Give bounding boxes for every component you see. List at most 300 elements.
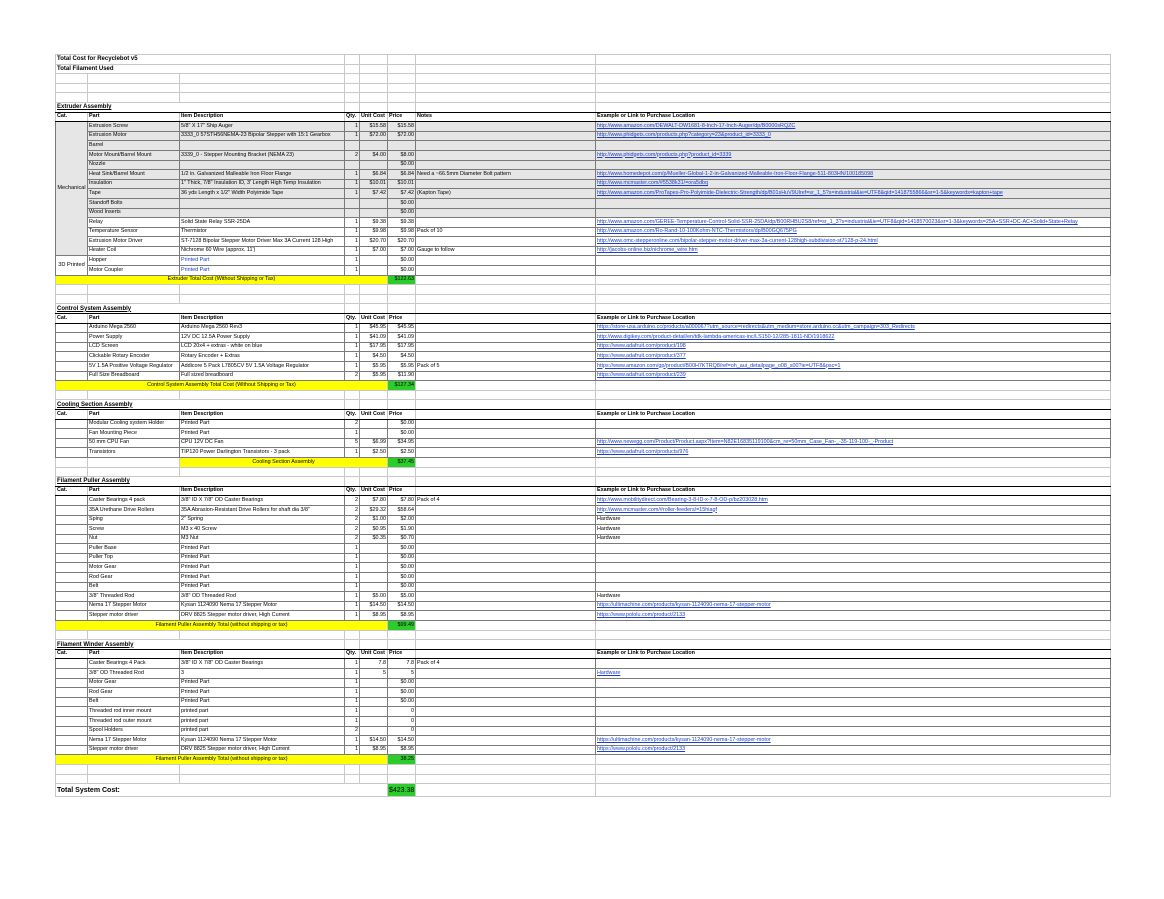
purchase-link[interactable]: https://www.amazon.com/gp/product/B00H7KTRQ8/ref=oh_aui_detailpage_o08_s00?ie=UTF8&psc=1 <box>597 362 841 369</box>
desc-cell: TIP120 Power Darlington Transistors - 3 pack <box>180 448 345 458</box>
unit-cost-cell <box>360 553 388 563</box>
empty-cell <box>345 467 360 477</box>
qty-cell: 2 <box>345 505 360 515</box>
header-price: Price <box>388 486 416 496</box>
unit-cost-cell: $9.98 <box>360 227 388 237</box>
unit-cost-cell: $15.58 <box>360 122 388 132</box>
part-cell: Nema 17 Stepper Motor <box>88 601 180 611</box>
purchase-link[interactable]: https://www.pololu.com/product/2133 <box>597 746 686 753</box>
unit-cost-cell <box>360 563 388 573</box>
table-row <box>56 246 1111 256</box>
desc-cell: Printed Part <box>180 544 345 554</box>
table-row <box>56 323 1111 333</box>
cat-cell <box>56 429 88 439</box>
table-row <box>56 141 1111 151</box>
part-cell: Motor Coupler <box>88 266 180 276</box>
qty-cell: 2 <box>345 726 360 736</box>
link-cell <box>596 716 1111 726</box>
part-cell: 35A Urethane Drive Rollers <box>88 505 180 515</box>
empty-cell <box>596 764 1111 774</box>
empty-row <box>56 774 1111 784</box>
part-cell: Tape <box>88 189 180 199</box>
empty-cell <box>388 764 416 774</box>
purchase-link[interactable]: http://www.mcmaster.com/#5538k31/=ora5dbq <box>597 180 709 187</box>
qty-cell: 1 <box>345 563 360 573</box>
desc-cell: ST-7128 Bipolar Stepper Motor Driver Max 3A Current 128 High <box>180 237 345 247</box>
table-row <box>56 362 1111 372</box>
desc-cell: 5/8" X 17" Ship Auger <box>180 122 345 132</box>
puller-section <box>56 477 1111 487</box>
notes-cell <box>416 266 596 276</box>
qty-cell: 1 <box>345 342 360 352</box>
empty-cell <box>345 390 360 400</box>
notes-cell <box>416 515 596 525</box>
table-row <box>56 697 1111 707</box>
empty-cell <box>360 390 388 400</box>
header-part: Part <box>88 486 180 496</box>
table-row <box>56 592 1111 602</box>
empty-cell <box>180 285 345 295</box>
unit-cost-cell <box>360 716 388 726</box>
spreadsheet <box>55 54 1110 797</box>
notes-cell <box>416 534 596 544</box>
notes-cell <box>416 352 596 362</box>
empty-cell <box>416 649 596 659</box>
purchase-link[interactable]: http://www.homedepot.com/p/Mueller-Global-1-2-in-Galvanized-Malleable-Iron-Floor-Flange-511-803HN/100185098 <box>597 170 874 177</box>
purchase-link[interactable]: https://store-usa.arduino.cc/products/a000067?utm_source=redirects&utm_medium=store.arduino.cc&utm_campaign=303_Redirects <box>597 324 915 331</box>
desc-cell: printed part <box>180 707 345 717</box>
link-cell <box>596 736 1111 746</box>
desc-cell: Printed Part <box>180 266 345 276</box>
empty-cell <box>596 64 1111 74</box>
part-cell: Stepper motor driver <box>88 611 180 621</box>
qty-cell: 1 <box>345 189 360 199</box>
unit-cost-cell <box>360 141 388 151</box>
desc-cell: Arduino Mega 2560 Rev3 <box>180 323 345 333</box>
purchase-link[interactable]: https://www.adafruit.com/product/377 <box>597 353 686 359</box>
empty-cell <box>416 55 596 65</box>
empty-cell <box>345 294 360 304</box>
empty-cell <box>360 477 388 487</box>
unit-cost-cell <box>360 582 388 592</box>
header-desc: Item Description <box>180 112 345 122</box>
empty-cell <box>360 55 388 65</box>
purchase-link[interactable]: http://www.amazon.com/Ro-Rand-10-100Kohm-NTC-Thermistors/dp/B00GQ675PG <box>597 228 797 235</box>
header-desc: Item Description <box>180 314 345 324</box>
desc-cell: Printed Part <box>180 256 345 266</box>
cat-cell <box>56 544 88 554</box>
link-cell <box>596 553 1111 563</box>
part-cell: Belt <box>88 582 180 592</box>
cat-cell <box>56 563 88 573</box>
empty-cell <box>180 74 345 84</box>
table-row <box>56 352 1111 362</box>
extruder-section-title: Extruder Assembly <box>56 102 345 112</box>
purchase-link[interactable]: https://www.pololu.com/product/2133 <box>597 612 686 619</box>
price-cell: $58.64 <box>388 505 416 515</box>
qty-cell: 1 <box>345 582 360 592</box>
notes-cell <box>416 553 596 563</box>
column-header-row <box>56 409 1111 419</box>
qty-cell: 1 <box>345 601 360 611</box>
unit-cost-cell: $5.95 <box>360 362 388 372</box>
header-cat: Cat. <box>56 649 88 659</box>
link-cell <box>596 333 1111 343</box>
desc-cell: printed part <box>180 726 345 736</box>
table-row <box>56 122 1111 132</box>
column-header-row <box>56 486 1111 496</box>
unit-cost-cell: 5 <box>360 669 388 679</box>
empty-row <box>56 764 1111 774</box>
qty-cell: 1 <box>345 170 360 180</box>
part-cell: Motor Gear <box>88 563 180 573</box>
price-cell: $4.50 <box>388 352 416 362</box>
empty-cell <box>416 285 596 295</box>
table-row <box>56 150 1111 160</box>
part-cell: Motor Mount/Barrel Mount <box>88 150 180 160</box>
header-cat: Cat. <box>56 314 88 324</box>
unit-cost-cell <box>360 688 388 698</box>
cat-cell <box>56 333 88 343</box>
notes-cell <box>416 745 596 755</box>
unit-cost-cell <box>360 544 388 554</box>
link-cell <box>596 707 1111 717</box>
table-row <box>56 266 1111 276</box>
empty-cell <box>416 381 596 391</box>
notes-cell <box>416 342 596 352</box>
part-cell: Extrusion Motor Driver <box>88 237 180 247</box>
price-cell: $9.38 <box>388 218 416 228</box>
link-cell <box>596 208 1111 218</box>
desc-cell: 3 <box>180 669 345 679</box>
price-cell: $0.00 <box>388 160 416 170</box>
empty-cell <box>416 304 596 314</box>
qty-cell: 2 <box>345 525 360 535</box>
cat-cell <box>56 553 88 563</box>
unit-cost-cell: $41.09 <box>360 333 388 343</box>
purchase-link[interactable]: http://www.amazon.com/ProTapes-Pro-Polyimide-Dielectric-Strength/dp/B01sHuV9Ulref=sr_1_5?s=industrial&ie=UTF8&qid=1418755866&sr=1-5&keywords=kapton+tape <box>597 189 1003 196</box>
link-cell <box>596 218 1111 228</box>
notes-cell <box>416 505 596 515</box>
qty-cell <box>345 198 360 208</box>
qty-cell: 1 <box>345 266 360 276</box>
header-price: Price <box>388 409 416 419</box>
empty-cell <box>360 102 388 112</box>
empty-cell <box>360 774 388 784</box>
unit-cost-cell: $7.42 <box>360 189 388 199</box>
purchase-link[interactable]: http://www.phidgets.com/products.php?category=23&product_id=3333_0 <box>597 132 771 139</box>
part-cell: 3/8" OD Threaded Rod <box>88 669 180 679</box>
filament-used <box>56 64 1111 74</box>
unit-cost-cell <box>360 429 388 439</box>
empty-cell <box>56 764 88 774</box>
part-cell: Transistors <box>88 448 180 458</box>
purchase-link[interactable]: Hardware <box>597 669 621 676</box>
link-cell <box>596 237 1111 247</box>
price-cell <box>388 141 416 151</box>
desc-cell: M3 x 40 Screw <box>180 525 345 535</box>
notes-cell: Pack of 5 <box>416 362 596 372</box>
table-row <box>56 534 1111 544</box>
price-cell: $0.00 <box>388 419 416 429</box>
empty-cell <box>416 477 596 487</box>
purchase-link[interactable]: https://ultimachine.com/products/kysan-1124090-nema-17-stepper-motor <box>597 736 771 743</box>
empty-cell <box>388 304 416 314</box>
unit-cost-cell <box>360 256 388 266</box>
unit-cost-cell <box>360 160 388 170</box>
unit-cost-cell: $29.32 <box>360 505 388 515</box>
empty-cell <box>360 467 388 477</box>
link-cell <box>596 669 1111 679</box>
qty-cell: 1 <box>345 333 360 343</box>
empty-cell <box>360 74 388 84</box>
empty-cell <box>56 630 88 640</box>
unit-cost-cell <box>360 707 388 717</box>
part-cell: Caster Bearings 4 pack <box>88 496 180 506</box>
table-row <box>56 736 1111 746</box>
qty-cell: 2 <box>345 496 360 506</box>
header-part: Part <box>88 649 180 659</box>
table-row <box>56 256 1111 266</box>
unit-cost-cell <box>360 573 388 583</box>
link-cell <box>596 362 1111 372</box>
purchase-link[interactable]: http://www.amazon.com/DEWALT-DW1681-8-Inch-17-Inch-Auger/dp/B0000sRQZC <box>597 122 796 129</box>
qty-cell: 1 <box>345 736 360 746</box>
price-cell: $0.00 <box>388 553 416 563</box>
empty-cell <box>56 83 88 93</box>
part-cell: Sping <box>88 515 180 525</box>
purchase-link[interactable]: https://www.adafruit.com/products/976 <box>597 448 689 455</box>
price-cell: $7.00 <box>388 246 416 256</box>
qty-cell: 1 <box>345 352 360 362</box>
table-row <box>56 669 1111 679</box>
price-cell: $0.00 <box>388 678 416 688</box>
table-row <box>56 333 1111 343</box>
extruder-section <box>56 102 1111 112</box>
qty-cell: 1 <box>345 688 360 698</box>
purchase-link[interactable]: http://www.digikey.com/product-detail/en/tdk-lambda-americas-inc/LS150-12/285-1811-ND/1918622 <box>597 333 835 340</box>
empty-cell <box>596 93 1111 103</box>
table-row <box>56 611 1111 621</box>
empty-cell <box>345 477 360 487</box>
empty-row <box>56 93 1111 103</box>
cooling-section <box>56 400 1111 410</box>
header-unit-cost: Unit Cost <box>360 314 388 324</box>
qty-cell: 1 <box>345 669 360 679</box>
cat-cell <box>56 419 88 429</box>
qty-cell: 1 <box>345 179 360 189</box>
table-row <box>56 707 1111 717</box>
empty-cell <box>416 74 596 84</box>
purchase-link[interactable]: http://www.amazon.com/GEREE-Temperature-Control-Solid-SSR-25DA/dp/B00RHBU2S8/ref=sr_1_3?s=industrial&ie=UTF8&qid=1418570023&sr=1-3&keywords=25A+SSR+DC-AC+Solid+State+Relay <box>597 218 1078 225</box>
desc-cell: Printed Part <box>180 582 345 592</box>
notes-cell: (Kapton Tape) <box>416 189 596 199</box>
unit-cost-cell: $4.00 <box>360 150 388 160</box>
sheet-title-label: Total Cost for Recyclebot v5 <box>56 55 345 65</box>
qty-cell: 1 <box>345 246 360 256</box>
total-label: Filament Puller Assembly Total (without shipping or tax) <box>56 621 388 631</box>
empty-cell <box>56 467 88 477</box>
empty-cell <box>180 764 345 774</box>
part-cell: Rod Gear <box>88 573 180 583</box>
notes-cell: Pack of 4 <box>416 496 596 506</box>
empty-cell <box>388 64 416 74</box>
table-row <box>56 429 1111 439</box>
purchase-link[interactable]: http://www.mcmaster.com/#roller-feeders/=15hiagf <box>597 506 717 513</box>
table-row <box>56 179 1111 189</box>
empty-cell <box>388 74 416 84</box>
qty-cell: 1 <box>345 544 360 554</box>
part-cell: LCD Screen <box>88 342 180 352</box>
table-row <box>56 237 1111 247</box>
part-cell: Heater Coil <box>88 246 180 256</box>
table-row <box>56 160 1111 170</box>
link-cell: Hardware <box>596 525 1111 535</box>
empty-cell <box>360 83 388 93</box>
empty-cell <box>360 640 388 650</box>
notes-cell <box>416 122 596 132</box>
empty-cell <box>596 477 1111 487</box>
purchase-link[interactable]: https://www.adafruit.com/product/239 <box>597 372 686 379</box>
desc-cell: Printed Part <box>180 688 345 698</box>
link-cell <box>596 371 1111 381</box>
cat-cell <box>56 611 88 621</box>
empty-row <box>56 83 1111 93</box>
desc-cell: Kysan 1124090 Nema 17 Stepper Motor <box>180 601 345 611</box>
price-cell: $0.00 <box>388 256 416 266</box>
puller-section-title: Filament Puller Assembly <box>56 477 345 487</box>
purchase-link[interactable]: http://www.phidgets.com/products.php?product_id=3339 <box>597 151 732 158</box>
price-cell: $6.84 <box>388 170 416 180</box>
unit-cost-cell: $5.00 <box>360 592 388 602</box>
column-header-row <box>56 649 1111 659</box>
link-cell <box>596 256 1111 266</box>
qty-cell: 1 <box>345 323 360 333</box>
price-cell: $7.42 <box>388 189 416 199</box>
cat-cell <box>56 697 88 707</box>
price-cell: $0.00 <box>388 697 416 707</box>
purchase-link[interactable]: http://www.newegg.com/Product/Product.aspx?Item=N82E16835119100&cm_re=50mm_Case_Fan-_-35-119-100-_-Product <box>597 439 894 446</box>
price-cell: $0.70 <box>388 534 416 544</box>
price-cell: $8.95 <box>388 745 416 755</box>
price-cell: $34.95 <box>388 438 416 448</box>
empty-cell <box>416 630 596 640</box>
desc-cell: Addicore 5 Pack L7805CV 5V 1.5A Voltage Regulator <box>180 362 345 372</box>
empty-cell <box>388 102 416 112</box>
header-link: Example or Link to Purchase Location <box>596 486 1111 496</box>
notes-cell <box>416 611 596 621</box>
empty-cell <box>180 390 345 400</box>
empty-cell <box>596 102 1111 112</box>
winder-section <box>56 640 1111 650</box>
desc-cell: DRV 8825 Stepper motor driver, High Current <box>180 745 345 755</box>
empty-cell <box>56 774 88 784</box>
link-cell <box>596 573 1111 583</box>
part-cell: Fan Mounting Piece <box>88 429 180 439</box>
purchase-link[interactable]: https://ultimachine.com/products/kysan-1124090-nema-17-stepper-motor <box>597 602 771 609</box>
header-part: Part <box>88 409 180 419</box>
empty-cell <box>88 93 180 103</box>
link-cell <box>596 170 1111 180</box>
price-cell: $0.00 <box>388 688 416 698</box>
empty-cell <box>596 285 1111 295</box>
empty-cell <box>596 784 1111 797</box>
desc-cell: CPU 12V DC Fan <box>180 438 345 448</box>
empty-cell <box>388 285 416 295</box>
empty-cell <box>360 285 388 295</box>
empty-cell <box>180 294 345 304</box>
part-cell: Rod Gear <box>88 688 180 698</box>
desc-cell <box>180 160 345 170</box>
empty-cell <box>416 774 596 784</box>
empty-cell <box>596 390 1111 400</box>
cat-cell <box>56 726 88 736</box>
notes-cell <box>416 218 596 228</box>
total-label: Cooling Section Assembly <box>180 457 388 467</box>
empty-cell <box>388 294 416 304</box>
empty-cell <box>416 409 596 419</box>
notes-cell <box>416 429 596 439</box>
table-row <box>56 198 1111 208</box>
cat-cell <box>56 342 88 352</box>
header-link: Example or Link to Purchase Location <box>596 112 1111 122</box>
unit-cost-cell: $45.95 <box>360 323 388 333</box>
desc-cell: Printed Part <box>180 697 345 707</box>
table-row <box>56 342 1111 352</box>
unit-cost-cell: $7.00 <box>360 246 388 256</box>
price-cell: $41.09 <box>388 333 416 343</box>
desc-cell: DRV 8825 Stepper motor driver, High Current <box>180 611 345 621</box>
price-cell: $0.00 <box>388 563 416 573</box>
link-cell <box>596 429 1111 439</box>
purchase-link[interactable]: http://jacobs-online.biz/nichrome_wire.htm <box>597 247 698 254</box>
link-cell: Hardware <box>596 534 1111 544</box>
unit-cost-cell <box>360 266 388 276</box>
price-cell: $0.00 <box>388 429 416 439</box>
empty-cell <box>596 304 1111 314</box>
part-cell: Temperature Sensor <box>88 227 180 237</box>
unit-cost-cell <box>360 198 388 208</box>
empty-cell <box>388 55 416 65</box>
purchase-link[interactable]: http://www.omc-stepperonline.com/bipolar-stepper-motor-driver-max-3a-current-128high-subdivision-st7128-p-24.html <box>597 237 878 244</box>
link-cell <box>596 678 1111 688</box>
empty-cell <box>345 55 360 65</box>
purchase-link[interactable]: https://www.adafruit.com/product/198 <box>597 343 686 350</box>
desc-cell: Printed Part <box>180 563 345 573</box>
empty-cell <box>416 83 596 93</box>
empty-cell <box>596 467 1111 477</box>
qty-cell: 5 <box>345 438 360 448</box>
qty-cell: 1 <box>345 122 360 132</box>
link-cell <box>596 160 1111 170</box>
desc-cell: Rotary Encoder + Extras <box>180 352 345 362</box>
header-cat: Cat. <box>56 112 88 122</box>
empty-cell <box>416 64 596 74</box>
empty-cell <box>388 477 416 487</box>
qty-cell <box>345 160 360 170</box>
notes-cell <box>416 141 596 151</box>
price-cell: $14.50 <box>388 601 416 611</box>
filament-used-label: Total Filament Used <box>56 64 345 74</box>
link-cell <box>596 342 1111 352</box>
empty-cell <box>345 74 360 84</box>
price-cell: $0.00 <box>388 582 416 592</box>
table-row <box>56 505 1111 515</box>
table-row <box>56 659 1111 669</box>
qty-cell: 2 <box>345 371 360 381</box>
purchase-link[interactable]: http://www.mobilitydirect.com/Bearing-3-8-ID-x-7-8-OD-p/bz203028.htm <box>597 496 768 503</box>
header-qty: Qty. <box>345 486 360 496</box>
